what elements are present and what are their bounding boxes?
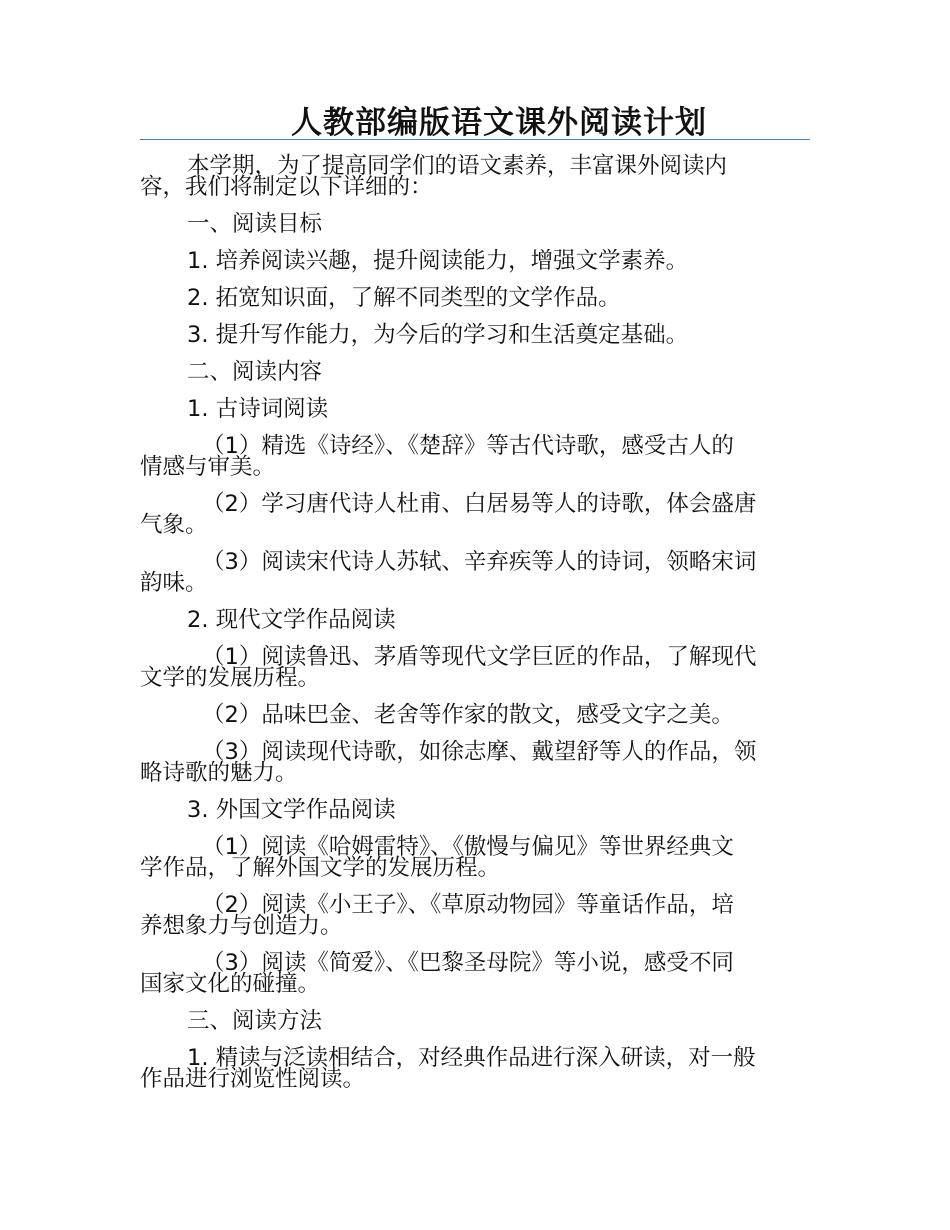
paragraph-line: （2）阅读《小王子》、《草原动物园》等童话作品，培 bbox=[202, 892, 734, 918]
list-item bbox=[140, 739, 810, 786]
list-item bbox=[140, 322, 810, 348]
paragraph-line: （1）阅读《哈姆雷特》、《傲慢与偏见》等世界经典文 bbox=[202, 834, 734, 860]
paragraph-line: （2）品味巴金、老舍等作家的散文，感受文字之美。 bbox=[202, 702, 734, 728]
list-item bbox=[140, 892, 810, 939]
paragraph-line: 二、阅读内容 bbox=[187, 359, 323, 385]
paragraph-line: （2）学习唐代诗人杜甫、白居易等人的诗歌，体会盛唐 bbox=[202, 491, 757, 517]
paragraph-line: 作品进行浏览性阅读。 bbox=[140, 1066, 366, 1092]
title-underline bbox=[140, 139, 810, 140]
paragraph-line: 3. 外国文学作品阅读 bbox=[187, 797, 396, 823]
list-item bbox=[140, 834, 810, 881]
paragraph-line: 2. 现代文学作品阅读 bbox=[187, 607, 396, 633]
paragraph-intro bbox=[140, 153, 810, 200]
paragraph-line: 1. 培养阅读兴趣，提升阅读能力，增强文学素养。 bbox=[187, 248, 689, 274]
list-item bbox=[140, 248, 810, 274]
paragraph-line: 学作品，了解外国文学的发展历程。 bbox=[140, 855, 501, 881]
list-item bbox=[140, 950, 810, 997]
paragraph-line: 文学的发展历程。 bbox=[140, 665, 321, 691]
list-item bbox=[140, 549, 810, 596]
paragraph-line: 1. 古诗词阅读 bbox=[187, 396, 329, 422]
list-item bbox=[140, 285, 810, 311]
document-title: 人教部编版语文课外阅读计划 bbox=[291, 105, 707, 141]
paragraph-line: 养想象力与创造力。 bbox=[140, 913, 343, 939]
list-item bbox=[140, 433, 810, 480]
paragraph-line: 1. 精读与泛读相结合，对经典作品进行深入研读，对一般 bbox=[187, 1045, 756, 1071]
section-heading bbox=[140, 359, 810, 385]
paragraph-line: （1）精选《诗经》、《楚辞》等古代诗歌，感受古人的 bbox=[202, 433, 734, 459]
paragraph-line: 一、阅读目标 bbox=[187, 211, 323, 237]
list-item bbox=[140, 702, 810, 728]
paragraph-line: 气象。 bbox=[140, 512, 208, 538]
list-item bbox=[140, 491, 810, 538]
paragraph-line: 三、阅读方法 bbox=[187, 1008, 323, 1034]
section-heading bbox=[140, 211, 810, 237]
paragraph-line: 本学期，为了提高同学们的语文素养，丰富课外阅读内 bbox=[187, 153, 728, 179]
paragraph-line: 2. 拓宽知识面，了解不同类型的文学作品。 bbox=[187, 285, 621, 311]
subsection-heading bbox=[140, 396, 810, 422]
subsection-heading bbox=[140, 607, 810, 633]
paragraph-line: （3）阅读现代诗歌，如徐志摩、戴望舒等人的作品，领 bbox=[202, 739, 757, 765]
paragraph-line: 国家文化的碰撞。 bbox=[140, 971, 321, 997]
paragraph-line: 容，我们将制定以下详细的： bbox=[140, 174, 433, 200]
section-heading bbox=[140, 1008, 810, 1034]
paragraph-line: （3）阅读宋代诗人苏轼、辛弃疾等人的诗词，领略宋词 bbox=[202, 549, 757, 575]
paragraph-line: 情感与审美。 bbox=[140, 454, 276, 480]
paragraph-line: 略诗歌的魅力。 bbox=[140, 760, 298, 786]
paragraph-line: （1）阅读鲁迅、茅盾等现代文学巨匠的作品，了解现代 bbox=[202, 644, 757, 670]
paragraph-line: 韵味。 bbox=[140, 570, 208, 596]
document-body bbox=[140, 153, 810, 1106]
list-item bbox=[140, 1045, 810, 1092]
paragraph-line: 3. 提升写作能力，为今后的学习和生活奠定基础。 bbox=[187, 322, 689, 348]
paragraph-line: （3）阅读《简爱》、《巴黎圣母院》等小说，感受不同 bbox=[202, 950, 734, 976]
list-item bbox=[140, 644, 810, 691]
subsection-heading bbox=[140, 797, 810, 823]
